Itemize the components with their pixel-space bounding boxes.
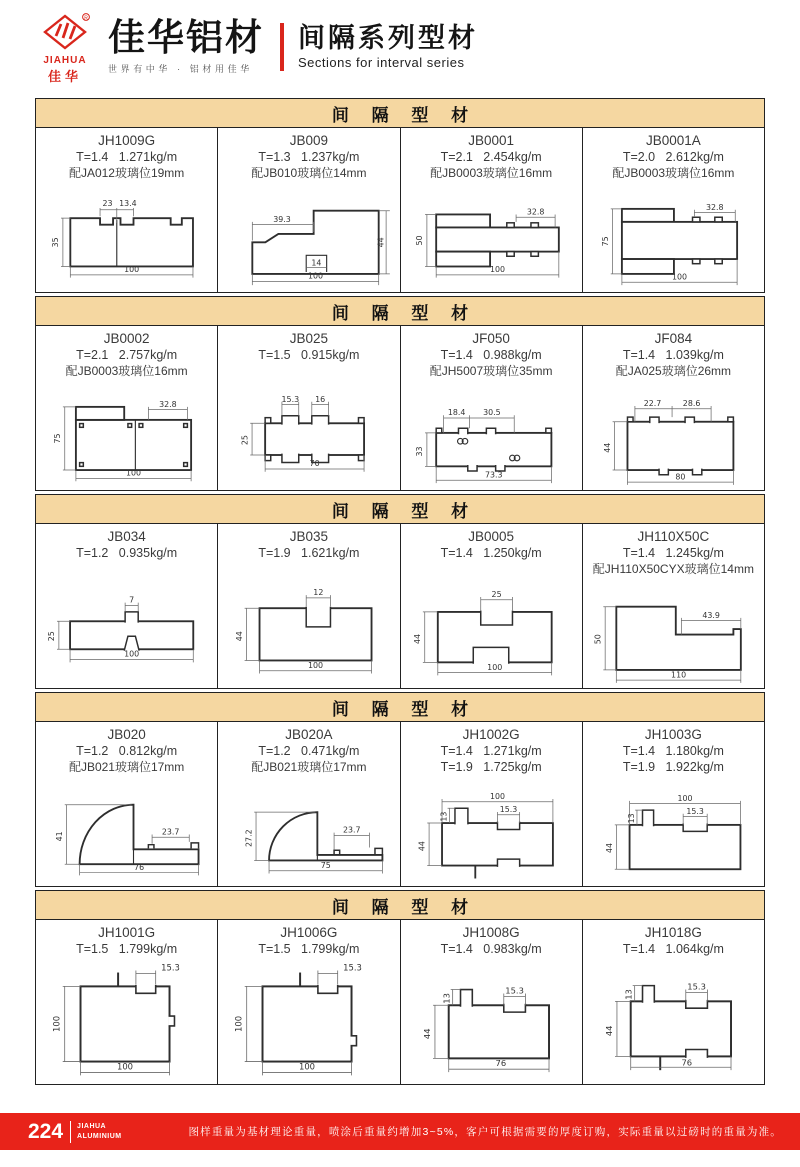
profile-drawing	[401, 379, 581, 491]
page-header	[0, 0, 800, 94]
profile-code: JH1003G	[644, 727, 702, 742]
profile-note: 配JA025玻璃位26mm	[615, 363, 732, 378]
company-logo	[30, 10, 100, 85]
profile-drawing	[219, 371, 399, 483]
profile-spec: T=1.2 0.812kg/m	[76, 743, 178, 758]
dim-label: 39.3	[273, 214, 291, 224]
profile-code: JB020A	[285, 727, 333, 742]
dim-label: 23.7	[161, 826, 180, 836]
dim-label: 100	[487, 662, 503, 672]
section-1-body	[35, 128, 765, 293]
profile-spec: T=1.4 1.271kg/m	[76, 149, 178, 164]
profile-drawing	[37, 958, 217, 1084]
series-subtitle: Sections for interval series	[298, 55, 465, 71]
dim-label: 15.3	[686, 806, 705, 816]
dim-label: 44	[376, 236, 386, 247]
footer-brand	[77, 1122, 122, 1140]
dim-label: 27.2	[244, 828, 254, 847]
footer-brand-line1: JIAHUA	[77, 1123, 107, 1131]
dim-label: 100	[233, 1015, 244, 1032]
dim-label: 15.3	[687, 981, 707, 992]
profile-code: JF084	[654, 331, 693, 346]
dim-label: 44	[422, 1028, 433, 1039]
section-2-title: 间 隔 型 材	[35, 296, 765, 326]
dim-label: 76	[681, 1057, 693, 1067]
dim-label: 100	[677, 793, 693, 803]
dim-label: 13	[439, 811, 449, 822]
profile-cell-jb034	[36, 524, 217, 688]
profile-cell-jb025	[217, 326, 399, 490]
profile-note: 配JB021玻璃位17mm	[251, 759, 367, 774]
profile-code: JB009	[289, 133, 329, 148]
profile-spec: T=1.2 0.935kg/m	[76, 545, 178, 560]
profile-drawing	[401, 569, 581, 681]
dim-label: 15.3	[505, 985, 525, 996]
profile-spec: T=1.5 1.799kg/m	[258, 941, 360, 956]
profile-drawing	[401, 962, 581, 1080]
profile-code: JB034	[107, 529, 146, 544]
profile-code: JH1002G	[462, 727, 520, 742]
profile-drawing	[219, 181, 399, 293]
profile-spec: T=1.2 0.471kg/m	[258, 743, 360, 758]
dim-label: 70	[309, 458, 320, 468]
profile-cell-jf050	[400, 326, 582, 490]
profile-spec: T=1.4 1.064kg/m	[622, 941, 724, 956]
profile-drawing	[583, 181, 763, 293]
profile-drawing	[219, 569, 399, 681]
profile-spec: T=2.1 2.454kg/m	[440, 149, 542, 164]
profile-note: 配JH110X50CYX玻璃位14mm	[592, 561, 754, 576]
dim-label: 32.8	[158, 399, 177, 409]
dim-label: 50	[415, 234, 425, 245]
dim-label: 32.8	[706, 202, 724, 212]
section-1-title: 间 隔 型 材	[35, 98, 765, 128]
profile-cell-jb0002	[36, 326, 217, 490]
dim-label: 100	[298, 1061, 315, 1072]
catalog-content	[35, 98, 765, 1085]
dim-label: 12	[313, 587, 324, 597]
profile-cell-jh1008g	[400, 920, 582, 1084]
profile-note: 配JH5007玻璃位35mm	[429, 363, 553, 378]
profile-note: 配JB0003玻璃位16mm	[430, 165, 553, 180]
dim-label: 75	[601, 235, 611, 246]
profile-drawing	[37, 181, 217, 293]
logo-text-cn: 佳华	[47, 68, 82, 84]
dim-label: 23	[102, 198, 113, 208]
section-4-body	[35, 722, 765, 887]
dim-label: 76	[495, 1057, 507, 1068]
dim-label: 73.3	[485, 469, 503, 479]
section-2	[35, 296, 765, 491]
dim-label: 100	[51, 1015, 62, 1032]
profile-spec: T=1.5 0.915kg/m	[258, 347, 360, 362]
dim-label: 25	[240, 434, 250, 445]
profile-drawing	[37, 569, 217, 681]
profile-drawing	[219, 958, 399, 1084]
series-title: 间隔系列型材	[298, 22, 478, 53]
profile-cell-jh110x50c	[582, 524, 764, 688]
profile-spec: T=1.4 1.271kg/m	[440, 743, 542, 758]
dim-label: 14	[311, 258, 322, 268]
section-5	[35, 890, 765, 1085]
dim-label: 100	[490, 264, 506, 274]
profile-drawing	[583, 775, 763, 886]
profile-cell-jb0001a	[582, 128, 764, 292]
profile-code: JB020	[107, 727, 146, 742]
profile-spec: T=2.1 2.757kg/m	[76, 347, 178, 362]
profile-cell-jh1002g	[400, 722, 582, 886]
page-number: 224	[28, 1120, 64, 1143]
section-5-body	[35, 920, 765, 1085]
profile-spec: T=1.4 1.245kg/m	[622, 545, 724, 560]
dim-label: 43.9	[702, 610, 721, 620]
profile-cell-jb009	[217, 128, 399, 292]
dim-label: 35	[50, 236, 60, 247]
section-2-body	[35, 326, 765, 491]
profile-spec: T=1.4 0.988kg/m	[440, 347, 542, 362]
dim-label: 16	[315, 394, 326, 404]
profile-spec: T=1.3 1.237kg/m	[258, 149, 360, 164]
profile-spec: T=1.9 1.621kg/m	[258, 545, 360, 560]
profile-spec: T=1.4 0.983kg/m	[440, 941, 542, 956]
profile-spec-2: T=1.9 1.725kg/m	[440, 759, 542, 774]
brand-block	[108, 19, 264, 75]
profile-note: 配JB010玻璃位14mm	[251, 165, 367, 180]
profile-code: JB0001	[468, 133, 515, 148]
profile-drawing	[583, 577, 763, 689]
dim-label: 44	[234, 630, 244, 641]
footer-divider	[70, 1121, 71, 1143]
profile-spec: T=1.4 1.250kg/m	[440, 545, 542, 560]
dim-label: 100	[672, 271, 688, 281]
dim-label: 13	[624, 988, 635, 1000]
series-block	[298, 24, 478, 71]
profile-code: JH1006G	[280, 925, 338, 940]
footer-note: 图样重量为基材理论重量，喷涂后重量约增加3~5%，客户可根据需要的厚度订购，实际重量以过磅时的重量为准。	[188, 1126, 782, 1138]
profile-note: 配JB021玻璃位17mm	[68, 759, 185, 774]
page-footer	[0, 1113, 800, 1150]
profile-code: JF050	[472, 331, 510, 346]
dim-label: 15.3	[499, 805, 518, 815]
profile-cell-jh1018g	[582, 920, 764, 1084]
dim-label: 15.3	[160, 962, 180, 973]
dim-label: 25	[46, 630, 56, 641]
profile-cell-jh1001g	[36, 920, 217, 1084]
dim-label: 7	[128, 595, 134, 605]
profile-spec: T=1.5 1.799kg/m	[76, 941, 178, 956]
profile-cell-jf084	[582, 326, 764, 490]
dim-label: 32.8	[526, 206, 545, 216]
dim-label: 23.7	[342, 825, 361, 835]
profile-spec: T=1.4 1.039kg/m	[622, 347, 724, 362]
dim-label: 44	[603, 442, 613, 453]
profile-code: JH1018G	[644, 925, 702, 940]
brand-title: 佳华铝材	[108, 17, 264, 59]
profile-drawing	[401, 775, 581, 886]
dim-label: 18.4	[447, 407, 466, 417]
section-1	[35, 98, 765, 293]
profile-drawing	[37, 379, 217, 491]
profile-cell-jb0001	[400, 128, 582, 292]
profile-cell-jb0005	[400, 524, 582, 688]
profile-note: 配JA012玻璃位19mm	[68, 165, 185, 180]
dim-label: 30.5	[483, 407, 501, 417]
dim-label: 76	[133, 862, 144, 872]
profile-cell-jh1003g	[582, 722, 764, 886]
profile-note: 配JB0003玻璃位16mm	[612, 165, 735, 180]
section-3-title: 间 隔 型 材	[35, 494, 765, 524]
profile-spec: T=1.4 1.180kg/m	[622, 743, 724, 758]
dim-label: 28.6	[683, 398, 701, 408]
brand-slogan: 世界有中华 · 铝材用佳华	[108, 63, 253, 74]
section-3	[35, 494, 765, 689]
profile-code: JH110X50C	[637, 529, 710, 544]
dim-label: 44	[605, 843, 615, 854]
dim-label: 100	[116, 1061, 133, 1072]
dim-label: 44	[417, 841, 427, 852]
dim-label: 100	[125, 468, 141, 478]
dim-label: 75	[52, 432, 62, 443]
profile-code: JH1009G	[98, 133, 156, 148]
dim-label: 13	[441, 992, 452, 1004]
dim-label: 15.3	[281, 394, 300, 404]
dim-label: 100	[307, 660, 323, 670]
dim-label: 25	[491, 589, 502, 599]
dim-label: 100	[123, 649, 139, 659]
dim-label: 80	[675, 471, 686, 481]
dim-label: 22.7	[644, 398, 662, 408]
profile-code: JB0001A	[645, 133, 701, 148]
footer-brand-line2: ALUMINIUM	[77, 1132, 122, 1140]
profile-drawing	[583, 379, 763, 491]
jiahua-logo-icon	[39, 10, 91, 54]
profile-code: JB025	[289, 331, 329, 346]
dim-label: 13	[627, 813, 637, 824]
dim-label: 100	[123, 264, 139, 274]
profile-drawing	[37, 775, 217, 887]
dim-label: 33	[415, 445, 425, 456]
profile-code: JB0002	[103, 331, 150, 346]
section-4-title: 间 隔 型 材	[35, 692, 765, 722]
dim-label: 44	[413, 633, 423, 644]
profile-code: JB0005	[468, 529, 515, 544]
dim-label: 110	[671, 669, 687, 679]
dim-label: 44	[604, 1025, 615, 1036]
dim-label: 100	[490, 792, 506, 802]
profile-code: JH1008G	[462, 925, 520, 940]
dim-label: 75	[320, 860, 331, 870]
dim-label: 100	[307, 271, 323, 281]
profile-cell-jb020	[36, 722, 217, 886]
profile-cell-jb020a	[217, 722, 399, 886]
profile-cell-jh1006g	[217, 920, 399, 1084]
section-3-body	[35, 524, 765, 689]
profile-note: 配JB0003玻璃位16mm	[65, 363, 188, 378]
profile-spec-2: T=1.9 1.922kg/m	[622, 759, 724, 774]
header-divider	[280, 23, 284, 71]
section-5-title: 间 隔 型 材	[35, 890, 765, 920]
dim-label: 41	[54, 830, 64, 841]
profile-spec: T=2.0 2.612kg/m	[622, 149, 724, 164]
profile-drawing	[583, 962, 763, 1080]
dim-label: 15.3	[343, 962, 362, 973]
profile-cell-jh1009g	[36, 128, 217, 292]
section-4	[35, 692, 765, 887]
dim-label: 13.4	[118, 198, 137, 208]
logo-text-en: JIAHUA	[43, 54, 87, 66]
profile-drawing	[401, 181, 581, 293]
dim-label: 50	[593, 633, 603, 644]
profile-drawing	[219, 775, 399, 887]
profile-cell-jb035	[217, 524, 399, 688]
profile-code: JH1001G	[98, 925, 156, 940]
profile-code: JB035	[289, 529, 329, 544]
svg-text:R: R	[84, 15, 88, 21]
